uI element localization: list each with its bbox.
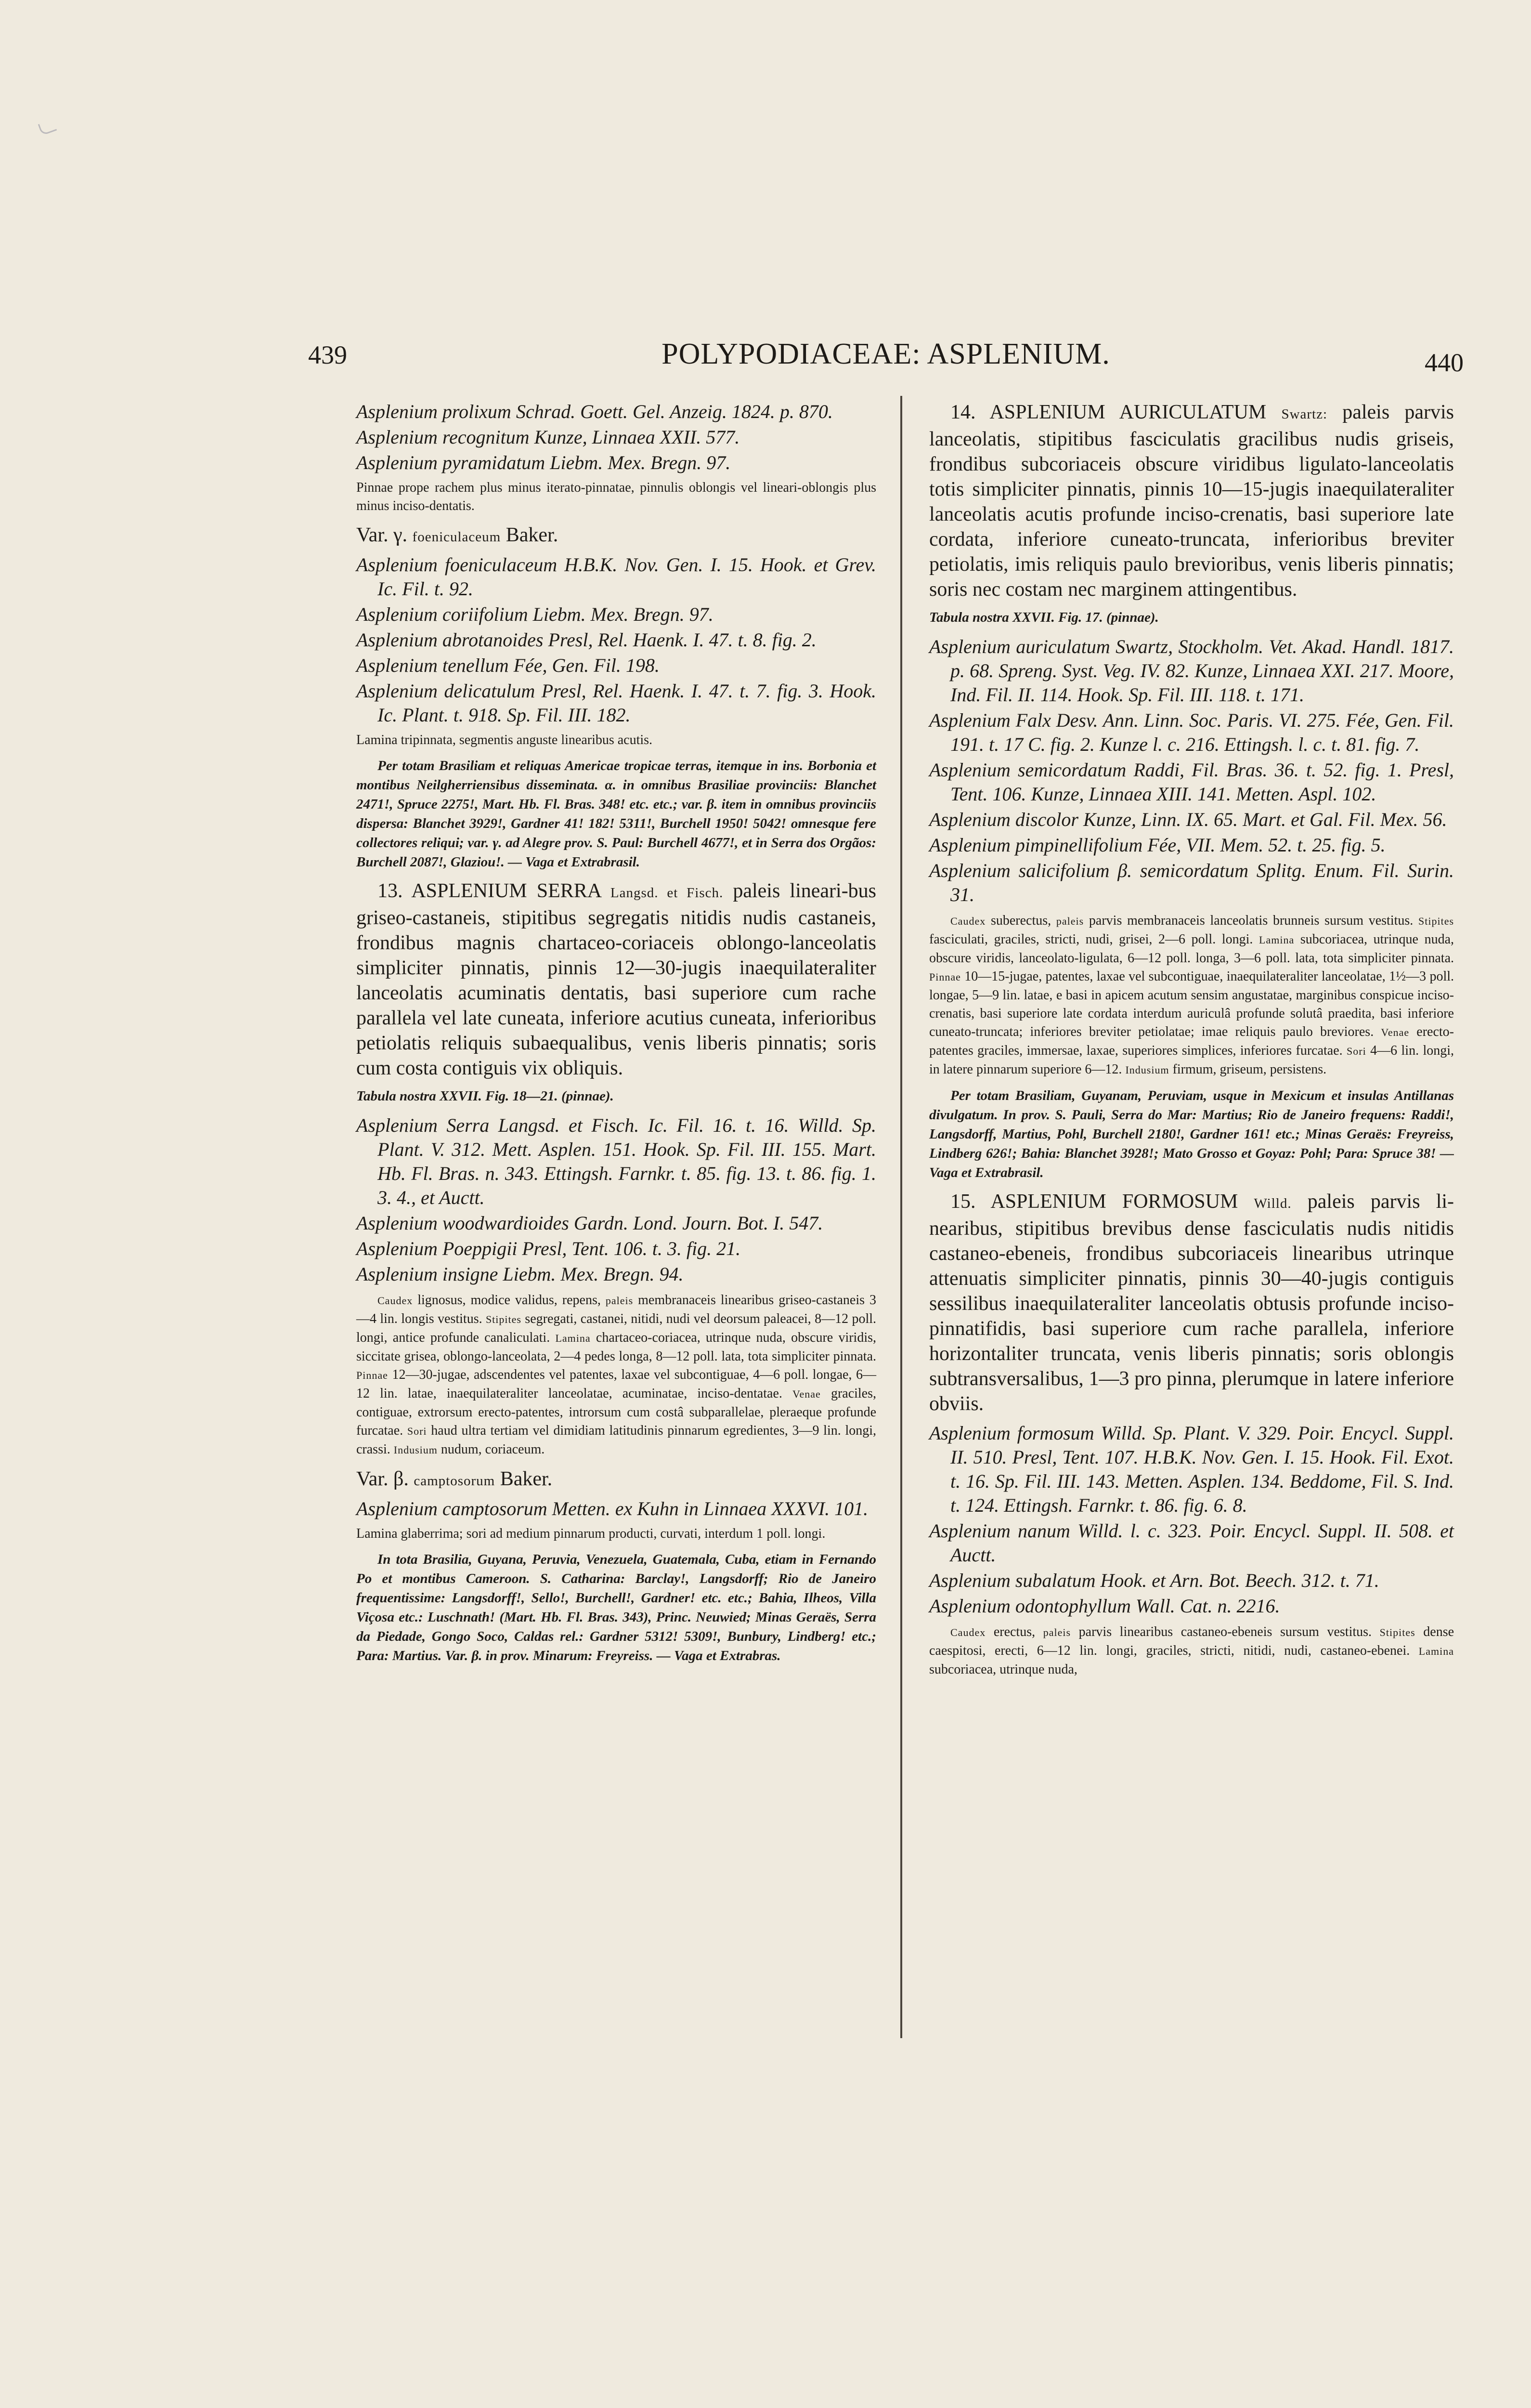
page-number-right: 440 [1425,348,1464,377]
synonym: Asplenium nanum Willd. l. c. 323. Poir. Encycl. Suppl. II. 508. et Auctt. [929,1520,1454,1566]
species-author: Swartz: [1281,406,1328,422]
synonym: Asplenium foeniculaceum H.B.K. Nov. Gen. I. 15. Hook. et Grev. Ic. Fil. t. 92. [356,554,876,600]
term-caudex: Caudex [950,1626,986,1638]
synonym: Asplenium Poeppigii Presl, Tent. 106. t. 3. fig. 21. [356,1238,741,1259]
synonym: Asplenium woodwardioides Gardn. Lond. Journ. Bot. I. 547. [356,1212,823,1234]
term-venae: Venae [792,1388,821,1400]
description-text: dense caespitosi, erecti, 6—12 lin. longi, graciles, stricti, nitidi, nudi, castaneo-ebenei. [929,1624,1454,1658]
species-number: 14. [950,401,976,423]
description-text: subcoriacea, utrinque nuda, obscure viridis, lanceolato-ligulata, 6—12 poll. longa, 3—6 poll. lata, tota simpliciter pinnata. [929,932,1454,966]
term-paleis: paleis [1056,915,1084,927]
term-indusium: Indusium [1125,1064,1169,1076]
plate-reference: Tabula nostra XXVII. Fig. 18—21. (pinnae). [356,1088,614,1104]
term-lamina: Lamina [555,1332,591,1344]
description-text: fasciculati, graciles, stricti, nudi, grisei, 2—6 poll. longi. [929,932,1253,947]
description: Pinnae prope rachem plus minus iterato-pinnatae, pinnulis oblongis vel lineari-oblongis plus minus inciso-dentatis. [356,480,876,513]
synonym: Asplenium abrotanoides Presl, Rel. Haenk. I. 47. t. 8. fig. 2. [356,629,817,651]
synonym: Asplenium auriculatum Swartz, Stockholm. Vet. Akad. Handl. 1817. p. 68. Spreng. Syst. Veg. IV. 82. Kunze, Linnaea XXI. 217. Moore, Ind. Fil. II. 114. Hook. Sp. Fil. III. 118. t. 171. [929,636,1454,706]
description-text: parvis linearibus castaneo-ebeneis sursum vestitus. [1078,1624,1372,1639]
species-author: Willd. [1254,1196,1292,1211]
species-diagnosis: paleis parvis li-nearibus, stipitibus brevibus dense fasciculatis nudis nitidis castaneo-ebeneis, frondibus subcoriaceis linearibus utrinque attenuatis simpliciter pinnatis, pinnis 30—40-jugis contiguis sessilibus inaequilateraliter lanceolatis obtusis profunde inciso-pinnatifidis, basi superiore cum rache parallela, inferiore horizontaliter truncata, venis liberis pinnatis; soris oblongis subtransversalibus, 1—3 pro pinna, plerumque in latere inferiore obviis. [929,1191,1454,1415]
synonym: Asplenium formosum Willd. Sp. Plant. V. 329. Poir. Encycl. Suppl. II. 510. Presl, Tent. 107. H.B.K. Nov. Gen. I. 15. Hook. Fil. Exot. t. 16. Sp. Fil. III. 143. Metten. Asplen. 134. Beddome, Fil. S. Ind. t. 124. Ettingsh. Farnkr. t. 86. fig. 6. 8. [929,1422,1454,1516]
term-paleis: paleis [605,1295,634,1307]
left-column [356,400,876,1672]
species-number: 13. [377,880,403,902]
synonym: Asplenium tenellum Fée, Gen. Fil. 198. [356,654,660,676]
synonym: Asplenium Serra Langsd. et Fisch. Ic. Fil. 16. t. 16. Willd. Sp. Plant. V. 312. Mett. Asplen. 151. Hook. Sp. Fil. III. 155. Mart. Hb. Fl. Bras. n. 343. Ettingsh. Farnkr. t. 85. fig. 13. t. 86. fig. 1. 3. 4., et Auctt. [356,1114,876,1208]
synonym: Asplenium Falx Desv. Ann. Linn. Soc. Paris. VI. 275. Fée, Gen. Fil. 191. t. 17 C. fig. 2. Kunze l. c. 216. Ettingsh. l. c. t. 81. fig. 7. [929,709,1454,755]
variety-author: Baker. [500,1468,553,1490]
page-title: POLYPODIACEAE: ASPLENIUM. [662,338,1110,370]
morphology-description [356,1291,876,1459]
synonym: Asplenium insigne Liebm. Mex. Bregn. 94. [356,1263,684,1285]
distribution: In tota Brasilia, Guyana, Peruvia, Venezuela, Guatemala, Cuba, etiam in Fernando Po et montibus Cameroon. S. Catharina: Barclay!, Langsdorff; Rio de Janeiro frequentissime: Langsdorff!, Sello!, Burchell!, Gardner! etc. etc.; Bahia, Ilheos, Villa Viçosa etc.: Luschnath! (Mart. Hb. Fl. Bras. 343), Princ. Neuwied; Minas Geraës, Serra da Piedade, Gongo Soco, Caldas rel.: Gardner 5312! 5309!, Bunbury, Lindberg! etc.; Para: Martius. Var. β. in prov. Minarum: Freyreiss. — Vaga et Extrabras. [356,1552,876,1663]
synonym: Asplenium camptosorum Metten. ex Kuhn in Linnaea XXXVI. 101. [356,1498,869,1519]
description-text: segregati, castanei, nitidi, nudi vel deorsum paleacei, 8—12 poll. longi, antice profunde canaliculati. [356,1311,877,1345]
description-text: firmum, griseum, persistens. [1172,1062,1327,1077]
column-divider [900,396,902,2038]
species-heading [356,878,876,1081]
description: Lamina tripinnata, segmentis anguste linearibus acutis. [356,733,653,747]
term-indusium: Indusium [393,1444,438,1456]
term-caudex: Caudex [377,1295,413,1307]
synonym: Asplenium delicatulum Presl, Rel. Haenk. I. 47. t. 7. fig. 3. Hook. Ic. Plant. t. 918. Sp. Fil. III. 182. [356,680,876,726]
pencil-mark [38,119,57,136]
description-text: nudum, coriaceum. [441,1442,545,1457]
variety-label: Var. β. [356,1468,409,1490]
description-text: graciles, contiguae, extrorsum erecto-patentes, introrsum cum costâ subparallelae, pleraeque profunde furcatae. [356,1386,876,1438]
description-text: lignosus, modice validus, repens, [417,1293,601,1308]
distribution: Per totam Brasiliam, Guyanam, Peruviam, usque in Mexicum et insulas Antillanas divulgatum. In prov. S. Pauli, Serra do Mar: Martius; Rio de Janeiro frequens: Raddi!, Langsdorff, Martius, Pohl, Burchell 2180!, Gardner 161! etc.; Minas Geraës: Freyreiss, Lindberg 626!; Bahia: Blanchet 3928!; Mato Grosso et Goyaz: Pohl; Para: Spruce 38! — Vaga et Extrabrasil. [929,1088,1454,1180]
species-heading [929,400,1454,602]
variety-heading [356,1466,876,1494]
term-lamina: Lamina [1259,934,1295,946]
description-text: 10—15-jugae, patentes, laxae vel subcontiguae, inaequilateraliter lanceolatae, 1½—3 poll. longae, 5—9 lin. latae, e basi in apicem acutum sensim angustatae, marginibus conspicue inciso-crenatis, basi superiore late cordata interdum auriculâ profunde solutâ praedita, basi inferiore cuneato-truncata; inferiores breviter petiolatae; imae reliquis paulo breviores. [929,969,1454,1039]
morphology-description [929,1623,1454,1679]
term-pinnae: Pinnae [356,1369,388,1381]
description-text: chartaceo-coriacea, utrinque nuda, obscure viridis, siccitate grisea, oblongo-lanceolata, 2—4 pedes longa, 8—12 poll. lata, tota simpliciter pinnata. [356,1330,877,1364]
running-head [308,337,1464,380]
term-stipites: Stipites [1418,915,1454,927]
variety-author: Baker. [506,524,558,546]
synonym: Asplenium odontophyllum Wall. Cat. n. 2216. [929,1595,1280,1617]
term-stipites: Stipites [1379,1626,1415,1638]
term-lamina: Lamina [1418,1645,1454,1657]
page-number-left: 439 [308,340,347,369]
variety-heading [356,522,876,550]
synonym: Asplenium prolixum Schrad. Goett. Gel. Anzeig. 1824. p. 870. [356,401,833,422]
synonym: Asplenium pimpinellifolium Fée, VII. Mem. 52. t. 25. fig. 5. [929,834,1386,856]
species-author: Langsd. et Fisch. [610,885,724,901]
synonym: Asplenium pyramidatum Liebm. Mex. Bregn. 97. [356,452,731,473]
term-sori: Sori [407,1425,427,1437]
species-name: ASPLENIUM AURICULATUM [989,401,1267,423]
species-heading [929,1189,1454,1416]
synonym: Asplenium recognitum Kunze, Linnaea XXII. 577. [356,426,740,448]
variety-label: Var. γ. [356,524,408,546]
variety-name: foeniculaceum [412,529,501,545]
species-diagnosis: paleis parvis lanceolatis, stipitibus fasciculatis gracilibus nudis griseis, frondibus subcoriaceis obscure viridibus ligulato-lanceolatis totis simpliciter pinnatis, pinnis 10—15-jugis inaequilateraliter lanceolatis acutis profunde inciso-crenatis, basi superiore late cordata, inferiore cuneato-truncata, inferioribus breviter petiolatis, imis reliquis paulo brevioribus, venis liberis pinnatis; soris nec costam nec marginem attingentibus. [929,401,1454,601]
plate-reference: Tabula nostra XXVII. Fig. 17. (pinnae). [929,610,1159,625]
term-sori: Sori [1347,1045,1366,1057]
distribution: Per totam Brasiliam et reliquas Americae tropicae terras, itemque in ins. Borbonia et montibus Neilgherriensibus disseminata. α. in omnibus Brasiliae provinciis: Blanchet 2471!, Spruce 2275!, Mart. Hb. Fl. Bras. 348! etc. etc.; var. β. item in omnibus provinciis dispersa: Blanchet 3929!, Gardner 41! 182! 5311!, Burchell 1950! 5042! omnesque fere collectores reliqui; var. γ. ad Alegre prov. S. Paul: Burchell 4677!, et in Serra dos Orgãos: Burchell 2087!, Glaziou!. — Vaga et Extrabrasil. [356,758,876,870]
synonym: Asplenium coriifolium Liebm. Mex. Bregn. 97. [356,603,714,625]
term-pinnae: Pinnae [929,971,961,983]
variety-name: camptosorum [414,1473,495,1489]
description-text: erecto-patentes graciles, immersae, laxae, superiores simplices, inferiores furcatae. [929,1024,1454,1058]
description-text: suberectus, [990,913,1051,928]
term-stipites: Stipites [485,1313,521,1325]
description-text: 4—6 lin. longi, in latere pinnarum superiore 6—12. [929,1043,1454,1077]
description-text: subcoriacea, utrinque nuda, [929,1662,1077,1677]
morphology-description [929,912,1454,1079]
description-text: haud ultra tertiam vel dimidiam latitudinis pinnarum egredientes, 3—9 lin. longi, crassi. [356,1423,877,1457]
term-caudex: Caudex [950,915,986,927]
species-name: ASPLENIUM SERRA [411,880,601,902]
description: Lamina glaberrima; sori ad medium pinnarum producti, curvati, interdum 1 poll. longi. [356,1526,826,1541]
description-text: membranaceis linearibus griseo-castaneis 3—4 lin. longis vestitus. [356,1293,877,1326]
term-paleis: paleis [1043,1626,1071,1638]
species-name: ASPLENIUM FORMOSUM [990,1191,1238,1213]
description-text: parvis membranaceis lanceolatis brunneis sursum vestitus. [1089,913,1414,928]
description-text: 12—30-jugae, adscendentes vel patentes, laxae vel subcontiguae, 4—6 poll. longae, 6—12 lin. latae, inaequilateraliter lanceolatae, acuminatae, inciso-dentatae. [356,1367,876,1401]
synonym: Asplenium subalatum Hook. et Arn. Bot. Beech. 312. t. 71. [929,1570,1379,1591]
species-number: 15. [950,1191,976,1213]
synonym: Asplenium semicordatum Raddi, Fil. Bras. 36. t. 52. fig. 1. Presl, Tent. 106. Kunze, Linnaea XIII. 141. Metten. Aspl. 102. [929,759,1454,805]
synonym: Asplenium discolor Kunze, Linn. IX. 65. Mart. et Gal. Fil. Mex. 56. [929,809,1447,830]
right-column [929,400,1454,1686]
synonym: Asplenium salicifolium β. semicordatum Splitg. Enum. Fil. Surin. 31. [929,860,1454,905]
species-diagnosis: paleis lineari-bus griseo-castaneis, stipitibus segregatis nitidis nudis castaneis, frondibus magnis chartaceo-coriaceis oblongo-lanceolatis simpliciter pinnatis, pinnis 12—30-jugis inaequilateraliter lanceolatis acuminatis dentatis, basi superiore cum rache parallela vel late cuneata, inferiore acutius cuneata, inferioribus petiolatis reliquis subaequalibus, venis liberis pinnatis; soris cum costa contiguis vix obliquis. [356,880,877,1079]
term-venae: Venae [1381,1026,1410,1038]
description-text: erectus, [993,1624,1036,1639]
